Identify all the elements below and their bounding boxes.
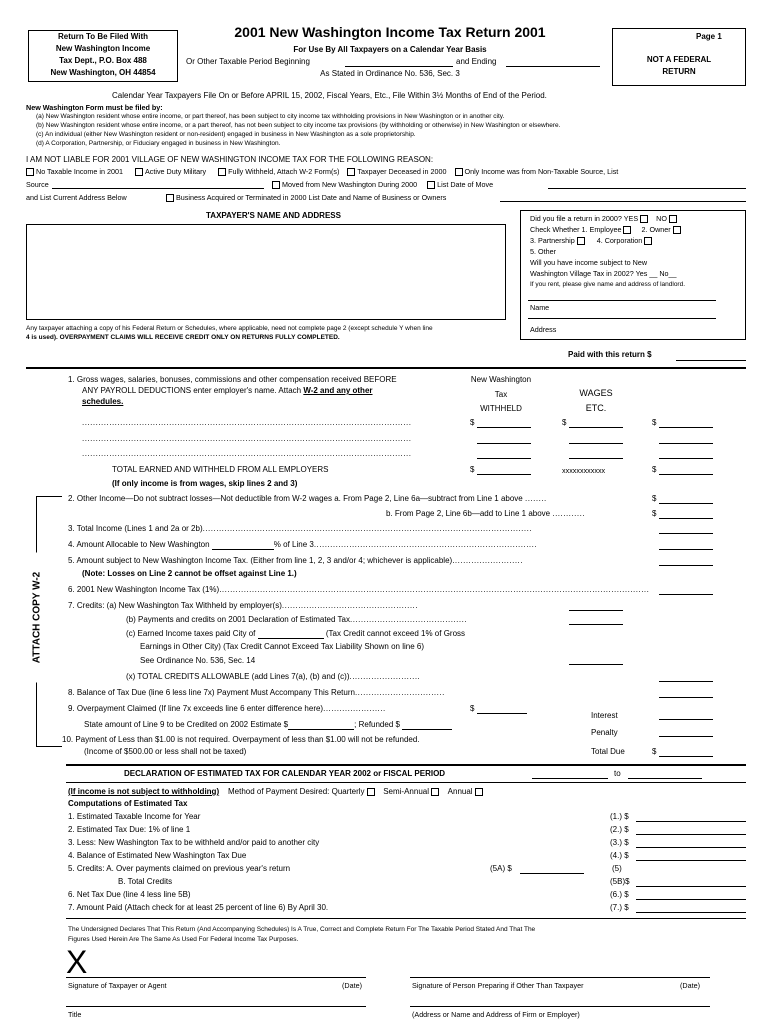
taxpayer-signature-label: Signature of Taxpayer or Agent — [68, 981, 167, 990]
line-4-field[interactable] — [659, 549, 713, 550]
line-2a-dollar: $ — [652, 494, 657, 503]
line-1-schedules: schedules. — [82, 397, 124, 406]
line-5-note: (Note: Losses on Line 2 cannot be offset against Line 1.) — [82, 569, 297, 578]
landlord-note: If you rent, please give name and address of landlord. — [530, 281, 686, 288]
not-federal-line2: RETURN — [662, 67, 696, 76]
line-2a-field[interactable] — [659, 503, 713, 504]
moved-checkbox[interactable] — [272, 181, 280, 189]
est-line-5b: B. Total Credits — [118, 877, 173, 886]
col-tax-label: Tax — [494, 390, 508, 399]
taxpayer-date-label: (Date) — [342, 981, 362, 990]
list-date-label: List Date of Move — [437, 180, 494, 189]
period-beginning-field[interactable] — [345, 66, 453, 67]
form-subtitle: For Use By All Taxpayers on a Calendar Year Basis — [293, 45, 487, 54]
line-9-credit-label: State amount of Line 9 to be Credited on 2002 Estimate $ — [84, 720, 289, 729]
line-5-field[interactable] — [659, 565, 713, 566]
line-1-text: ANY PAYROLL DEDUCTIONS enter employer's name. Attach — [82, 386, 302, 395]
other-label: 5. Other — [530, 247, 556, 256]
line-7b-text: (b) Payments and credits on 2001 Declaration of Estimated Tax — [126, 615, 350, 624]
list-date-checkbox[interactable] — [427, 181, 435, 189]
must-file-d: (d) A Corporation, Partnership, or Fiduciary engaged in business in New Washington. — [36, 140, 281, 147]
line-9-desc: 9. Overpayment Claimed (If line 7x exceeds line 6 enter difference here)....................... — [68, 704, 386, 713]
total-withheld-field[interactable] — [477, 474, 531, 475]
est-ref-1: (1.) $ — [610, 812, 629, 821]
taxpayer-signature-field[interactable] — [66, 977, 366, 978]
line-1-attach-text: W-2 and any other — [303, 386, 373, 395]
est-ref-6: (6.) $ — [610, 890, 629, 899]
est-line-1: 1. Estimated Taxable Income for Year — [68, 812, 201, 821]
return-address-line4: New Washington, OH 44854 — [50, 68, 156, 77]
employer-row-1-withheld-dollar: $ — [470, 418, 475, 427]
col-etc-label: ETC. — [585, 403, 607, 413]
return-address-line1: Return To Be Filed With — [58, 32, 148, 41]
no-income-checkbox[interactable] — [26, 168, 34, 176]
line-4-desc: 4. Amount Allocable to New Washington % of Line 3.................................................................................. — [68, 540, 538, 549]
est-field-3[interactable] — [636, 847, 746, 848]
partnership-label: 3. Partnership — [530, 236, 575, 245]
paid-amount-field[interactable] — [676, 360, 746, 361]
line-6-text: 6. 2001 New Washington Income Tax (1%) — [68, 585, 220, 594]
period-ending-field[interactable] — [506, 66, 600, 67]
total-earned-dollar: $ — [652, 465, 657, 474]
line-6-field[interactable] — [659, 594, 713, 595]
line-6-desc: 6. 2001 New Washington Income Tax (1%).............................................................................................................................................................. — [68, 585, 650, 594]
landlord-address-label: Address — [530, 325, 557, 334]
total-wages-xxx: xxxxxxxxxxxx — [562, 466, 606, 475]
source-field[interactable] — [52, 188, 264, 189]
est-line-5: 5. Credits: A. Over payments claimed on previous year's return — [68, 864, 291, 873]
est-line-5a-ref: (5A) $ — [490, 864, 512, 873]
signature-x-mark: X — [66, 944, 88, 980]
total-due-field[interactable] — [659, 756, 713, 757]
payment-method-row — [68, 787, 485, 796]
line-2b-text: b. From Page 2, Line 6b—add to Line 1 above — [386, 509, 551, 518]
line-7x-field[interactable] — [659, 681, 713, 682]
employer-row-3-wages-field[interactable] — [569, 458, 623, 459]
preparer-signature-field[interactable] — [410, 977, 710, 978]
attach-w2-label: ATTACH COPY W-2 — [32, 553, 43, 683]
fiscal-to-label: to — [614, 769, 621, 778]
line-7c-text: (c) Earned Income taxes paid City of — [126, 629, 256, 638]
return-address-line2: New Washington Income — [55, 44, 151, 53]
employee-label: Check Whether 1. Employee — [530, 225, 622, 234]
line-7c-limit-text: (Tax Credit cannot exceed 1% of Gross — [325, 629, 466, 638]
line-8-field[interactable] — [659, 697, 713, 698]
line-9-credit-field[interactable] — [288, 720, 354, 730]
business-field[interactable] — [500, 201, 746, 202]
est-field-7[interactable] — [636, 912, 746, 913]
est-line-6: 6. Net Tax Due (line 4 less line 5B) — [68, 890, 191, 899]
est-field-1[interactable] — [636, 821, 746, 822]
line-7c-desc-2: Earnings in Other City) (Tax Credit Cannot Exceed Tax Liability Shown on line 6) — [140, 642, 424, 651]
employer-row-2-wages-field[interactable] — [569, 443, 623, 444]
must-file-title: New Washington Form must be filed by: — [26, 103, 163, 112]
employer-row-1-total-field[interactable] — [659, 427, 713, 428]
ordinance-note: As Stated in Ordinance No. 536, Sec. 3 — [320, 69, 460, 78]
future-income-answer[interactable]: Washington Village Tax in 2002? Yes __ No__ — [530, 269, 677, 278]
employer-row-1-total-dollar: $ — [652, 418, 657, 427]
return-address-line3: Tax Dept., P.O. Box 488 — [59, 56, 147, 65]
moved-label: Moved from New Washington During 2000 — [282, 180, 418, 189]
must-file-a: (a) New Washington resident whose entire income, or part thereof, has been subject to city income tax withholding provisions in New Washington or in another city. — [36, 113, 505, 120]
line-7x-desc: (x) TOTAL CREDITS ALLOWABLE (add Lines 7(a), (b) and (c)).......................... — [126, 672, 421, 681]
move-date-field[interactable] — [548, 188, 746, 189]
title-label: Title — [68, 1010, 82, 1019]
line-7b-field[interactable] — [569, 624, 623, 625]
employee-checkbox[interactable] — [623, 226, 631, 234]
est-line-5a-field[interactable] — [520, 873, 584, 874]
line-3-field[interactable] — [659, 533, 713, 534]
period-ending-label: and Ending — [456, 57, 497, 66]
not-liable-title: I AM NOT LIABLE FOR 2001 VILLAGE OF NEW WASHINGTON INCOME TAX FOR THE FOLLOWING REASON: — [26, 155, 434, 164]
line-7a-field[interactable] — [569, 610, 623, 611]
prior-no-label: NO — [656, 214, 667, 223]
source-label: Source — [26, 180, 49, 189]
line-4-text: 4. Amount Allocable to New Washington — [68, 540, 210, 549]
line-7c-desc-3: See Ordinance No. 536, Sec. 14 — [140, 656, 256, 665]
est-field-4[interactable] — [636, 860, 746, 861]
line-2b-desc: b. From Page 2, Line 6b—add to Line 1 above ............ — [386, 509, 586, 518]
filing-deadline-note: Calendar Year Taxpayers File On or Before APRIL 15, 2002, Fiscal Years, Etc., File Within 3½ Months of End of the Period. — [112, 91, 547, 100]
line-5-desc: 5. Amount subject to New Washington Income Tax. (Either from line 1, 2, 3 and/or 4; whichever is applicable).......................... — [68, 556, 523, 565]
taxpayer-note-2: 4 is used). OVERPAYMENT CLAIMS WILL RECEIVE CREDIT ONLY ON RETURNS FULLY COMPLETED. — [26, 334, 340, 341]
title-field[interactable] — [66, 1006, 366, 1007]
col-wages-label: WAGES — [579, 388, 613, 398]
business-checkbox[interactable] — [166, 194, 174, 202]
taxpayer-note-1: Any taxpayer attaching a copy of his Federal Return or Schedules, where applicable, need not complete page 2 (except schedule Y when line — [26, 325, 433, 332]
penalty-field[interactable] — [659, 736, 713, 737]
total-earned-field[interactable] — [659, 474, 713, 475]
line-7a-desc: 7. Credits: (a) New Washington Tax Withheld by employer(s).................................................. — [68, 601, 418, 610]
corporation-checkbox[interactable] — [644, 237, 652, 245]
attach-bracket-bottom — [36, 746, 62, 747]
total-due-label: Total Due — [591, 747, 625, 756]
est-ref-3: (3.) $ — [610, 838, 629, 847]
line-2a-desc: 2. Other Income—Do not subtract losses—Not deductible from W-2 wages a. From Page 2, Line 6a—subtract from Line 1 above ........ — [68, 494, 547, 503]
line-9-text: 9. Overpayment Claimed (If line 7x exceeds line 6 enter difference here) — [68, 704, 324, 713]
declaration-statement-1: The Undersigned Declares That This Return (And Accompanying Schedules) Is A True, Correct and Complete Return For The Taxable Period Stated And That The — [68, 926, 536, 933]
taxpayer-address-box[interactable] — [26, 224, 506, 320]
section-divider-declaration — [66, 764, 746, 766]
landlord-divider — [528, 300, 716, 301]
line-7x-text: (x) TOTAL CREDITS ALLOWABLE (add Lines 7(a), (b) and (c)) — [126, 672, 350, 681]
interest-label: Interest — [591, 711, 618, 720]
not-liable-row1 — [24, 167, 618, 176]
preparer-signature-label: Signature of Person Preparing if Other Than Taxpayer — [412, 981, 584, 990]
interest-field[interactable] — [659, 719, 713, 720]
current-address-label: and List Current Address Below — [26, 193, 127, 202]
est-line-3: 3. Less: New Washington Tax to be withheld and/or paid to another city — [68, 838, 320, 847]
est-ref-7: (7.) $ — [610, 903, 629, 912]
owner-checkbox[interactable] — [673, 226, 681, 234]
prior-return-label: Did you file a return in 2000? YES — [530, 214, 639, 223]
line-5-text: 5. Amount subject to New Washington Income Tax. (Either from line 1, 2, 3 and/or 4; whichever is applicable) — [68, 556, 453, 565]
business-label: Business Acquired or Terminated in 2000 List Date and Name of Business or Owners — [176, 193, 447, 202]
landlord-name-field[interactable] — [528, 318, 716, 319]
employer-row-2-total-field[interactable] — [659, 443, 713, 444]
line-9-state — [84, 720, 452, 730]
est-line-2: 2. Estimated Tax Due: 1% of line 1 — [68, 825, 191, 834]
line-3-text: 3. Total Income (Lines 1 and 2a or 2b) — [68, 524, 203, 533]
owner-label: 2. Owner — [641, 225, 671, 234]
non-taxable-checkbox[interactable] — [455, 168, 463, 176]
line-3-desc: 3. Total Income (Lines 1 and 2a or 2b)......................................................................................................................... — [68, 524, 533, 533]
period-beginning-label: Or Other Taxable Period Beginning — [186, 57, 310, 66]
line-10-desc: 10. Payment of Less than $1.00 is not required. Overpayment of less than $1.00 will not be refunded. — [62, 735, 420, 744]
est-line-4: 4. Balance of Estimated New Washington Tax Due — [68, 851, 247, 860]
line-8-text: 8. Balance of Tax Due (line 6 less line 7x) Payment Must Accompany This Return — [68, 688, 355, 697]
moved-row — [270, 180, 493, 189]
fiscal-from-field[interactable] — [532, 778, 608, 779]
total-due-dollar: $ — [652, 747, 657, 756]
line-8-desc: 8. Balance of Tax Due (line 6 less line 7x) Payment Must Accompany This Return................................. — [68, 688, 445, 697]
subject-note: (If income is not subject to withholding) — [68, 787, 220, 796]
est-field-5b[interactable] — [636, 886, 746, 887]
employer-row-3[interactable]: ......................................................................................................................... — [82, 449, 412, 458]
paid-with-return: Paid with this return $ — [568, 350, 652, 359]
must-file-b: (b) New Washington resident whose entire income, or a part thereof, has not been subject to city income tax provisions (by withholding or otherwise) in New Washington or elsewhere. — [36, 122, 561, 129]
employer-row-2[interactable]: ......................................................................................................................... — [82, 434, 412, 443]
line-4-percent-label: % of Line 3 — [273, 540, 314, 549]
line-7c-city-field[interactable] — [258, 629, 324, 639]
line-9-refund-field[interactable] — [402, 720, 452, 730]
must-file-c: (c) An individual (either New Washington resident or non-resident) engaged in business in New Washington as a sole proprietorship. — [36, 131, 416, 138]
line-2b-dollar: $ — [652, 509, 657, 518]
employer-row-2-withheld-field[interactable] — [477, 443, 531, 444]
non-taxable-label: Only Income was from Non-Taxable Source, List — [464, 167, 619, 176]
est-ref-5: (5) — [612, 864, 622, 873]
est-ref-4: (4.) $ — [610, 851, 629, 860]
declaration-statement-2: Figures Used Herein Are The Same As Used For Federal Income Tax Purposes. — [68, 936, 299, 943]
line-7a-text: 7. Credits: (a) New Washington Tax Withheld by employer(s) — [68, 601, 282, 610]
annual-label: Annual — [447, 787, 473, 796]
deceased-label: Taxpayer Deceased in 2000 — [357, 167, 447, 176]
line-9-refund-label: ; Refunded $ — [354, 720, 400, 729]
employer-row-1-wages-field[interactable] — [569, 427, 623, 428]
fully-withheld-checkbox[interactable] — [218, 168, 226, 176]
quarterly-checkbox[interactable] — [367, 788, 375, 796]
declaration-underline — [66, 782, 746, 783]
line-10-note: (Income of $500.00 or less shall not be taxed) — [84, 747, 247, 756]
declaration-title: DECLARATION OF ESTIMATED TAX FOR CALENDAR YEAR 2002 or FISCAL PERIOD — [124, 769, 446, 778]
line-1-desc: 1. Gross wages, salaries, bonuses, commissions and other compensation received BEFORE — [68, 375, 397, 384]
line-7c-field[interactable] — [569, 664, 623, 665]
section-divider-signature — [66, 918, 746, 919]
annual-checkbox[interactable] — [475, 788, 483, 796]
fully-withheld-label: Fully Withheld, Attach W-2 Form(s) — [228, 167, 340, 176]
computations-heading: Computations of Estimated Tax — [68, 799, 188, 808]
line-4-percent-field[interactable] — [212, 540, 274, 550]
line-1-desc-2 — [82, 386, 373, 395]
partnership-checkbox[interactable] — [577, 237, 585, 245]
est-ref-2: (2.) $ — [610, 825, 629, 834]
form-title: 2001 New Washington Income Tax Return 2001 — [234, 24, 546, 40]
firm-address-field[interactable] — [410, 1006, 710, 1007]
future-income-question: Will you have income subject to New — [530, 258, 648, 267]
business-row — [164, 193, 446, 202]
employer-row-3-total-field[interactable] — [659, 458, 713, 459]
prior-no-checkbox[interactable] — [669, 215, 677, 223]
prior-yes-checkbox[interactable] — [640, 215, 648, 223]
penalty-label: Penalty — [591, 728, 618, 737]
military-checkbox[interactable] — [135, 168, 143, 176]
line-7c-desc — [126, 629, 465, 639]
military-label: Active Duty Military — [144, 167, 207, 176]
firm-address-label: (Address or Name and Address of Firm or Employer) — [412, 1010, 580, 1019]
semi-annual-label: Semi-Annual — [383, 787, 429, 796]
employer-row-3-withheld-field[interactable] — [477, 458, 531, 459]
no-income-label: No Taxable Income in 2001 — [36, 167, 123, 176]
employer-row-1-withheld-field[interactable] — [477, 427, 531, 428]
preparer-date-label: (Date) — [680, 981, 700, 990]
line-7b-desc: (b) Payments and credits on 2001 Declaration of Estimated Tax........................................... — [126, 615, 468, 624]
est-field-2[interactable] — [636, 834, 746, 835]
page-number: Page 1 — [696, 32, 722, 41]
deceased-checkbox[interactable] — [347, 168, 355, 176]
attach-bracket-top — [36, 496, 62, 497]
line-2b-field[interactable] — [659, 518, 713, 519]
landlord-name-label: Name — [530, 303, 550, 312]
line-9-field[interactable] — [477, 713, 527, 714]
total-withheld-dollar: $ — [470, 465, 475, 474]
check-whether-row2 — [530, 236, 654, 245]
est-field-6[interactable] — [636, 899, 746, 900]
employer-row-1-wages-dollar: $ — [562, 418, 567, 427]
taxpayer-heading: TAXPAYER'S NAME AND ADDRESS — [206, 211, 341, 220]
total-earned-label: TOTAL EARNED AND WITHHELD FROM ALL EMPLOYERS — [112, 465, 329, 474]
check-whether-row1 — [530, 225, 683, 234]
est-line-7: 7. Amount Paid (Attach check for at least 25 percent of line 6) By April 30. — [68, 903, 329, 912]
semi-annual-checkbox[interactable] — [431, 788, 439, 796]
not-federal-line1: NOT A FEDERAL — [646, 55, 712, 64]
line-2a-text: 2. Other Income—Do not subtract losses—Not deductible from W-2 wages a. From Page 2, Line 6a—subtract from Line 1 above — [68, 494, 523, 503]
method-label: Method of Payment Desired: Quarterly — [228, 787, 365, 796]
est-ref-5b: (5B)$ — [610, 877, 630, 886]
col-nw-label: New Washington — [470, 375, 532, 384]
col-withheld-label: WITHHELD — [480, 404, 522, 413]
line-9-dollar: $ — [470, 704, 475, 713]
wages-only-note: (If only income is from wages, skip lines 2 and 3) — [112, 479, 298, 488]
fiscal-to-field[interactable] — [628, 778, 702, 779]
section-divider-top — [26, 367, 746, 369]
corporation-label: 4. Corporation — [596, 236, 643, 245]
employer-row-1[interactable]: ......................................................................................................................... — [82, 418, 412, 427]
prior-return-question — [530, 214, 679, 223]
